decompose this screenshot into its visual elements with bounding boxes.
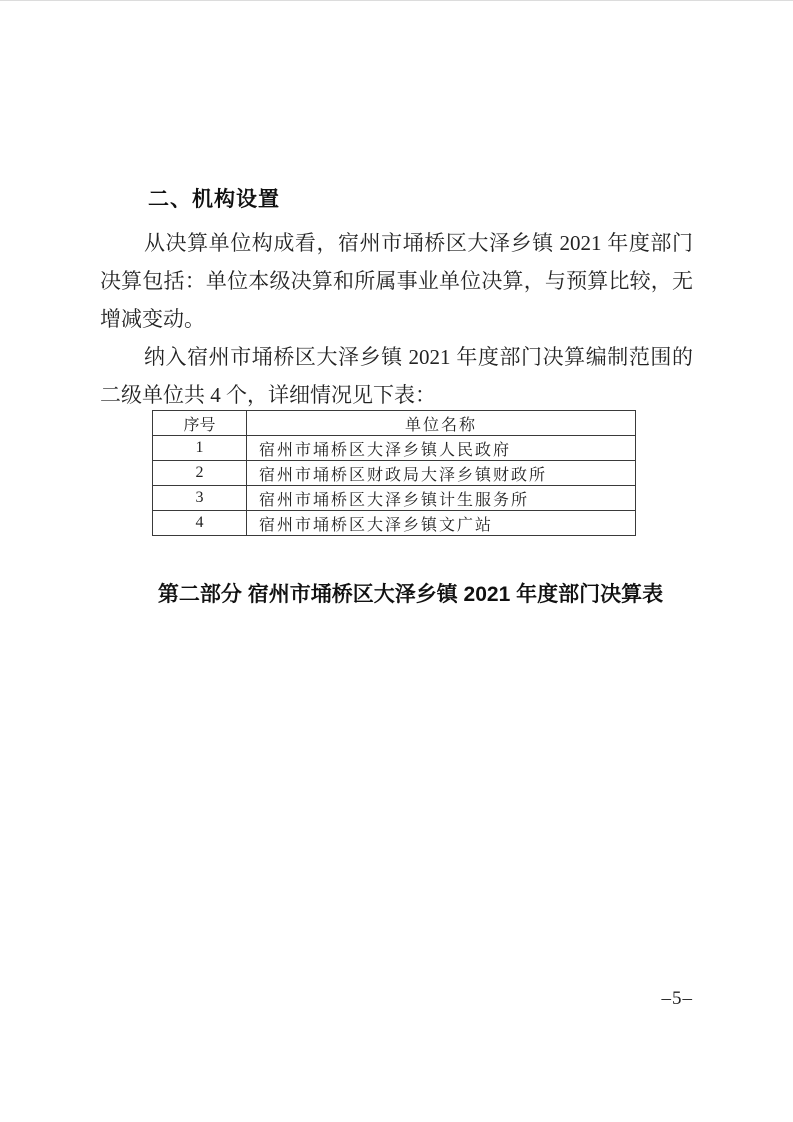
cell-index: 3 [153, 486, 247, 511]
cell-unit-name: 宿州市埇桥区大泽乡镇文广站 [247, 511, 636, 536]
part2-section-title: 第二部分 宿州市埇桥区大泽乡镇 2021 年度部门决算表 [157, 583, 664, 606]
cell-index: 4 [153, 511, 247, 536]
table-row [153, 486, 636, 511]
section-heading: 二、机构设置 [148, 188, 280, 211]
cell-index: 2 [153, 461, 247, 486]
paragraph-scope: 纳入宿州市埇桥区大泽乡镇 2021 年度部门决算编制范围的二级单位共 4 个，详细情况见下表： [100, 345, 693, 407]
cell-unit-name: 宿州市埇桥区财政局大泽乡镇财政所 [247, 461, 636, 486]
cell-index: 1 [153, 436, 247, 461]
page-content [100, 186, 693, 608]
page-number: –5– [661, 988, 693, 1009]
cell-unit-name: 宿州市埇桥区大泽乡镇计生服务所 [247, 486, 636, 511]
cell-unit-name: 宿州市埇桥区大泽乡镇人民政府 [247, 436, 636, 461]
scan-artifact-line [0, 0, 793, 1]
units-table [152, 410, 636, 536]
table-row [153, 436, 636, 461]
paragraph-composition: 从决算单位构成看，宿州市埇桥区大泽乡镇 2021 年度部门决算包括：单位本级决算和所属事业单位决算，与预算比较，无增减变动。 [100, 231, 693, 331]
col-header-index: 序号 [153, 411, 247, 436]
table-row [153, 461, 636, 486]
col-header-unit-name: 单位名称 [247, 411, 636, 436]
table-row [153, 511, 636, 536]
table-header-row [153, 411, 636, 436]
